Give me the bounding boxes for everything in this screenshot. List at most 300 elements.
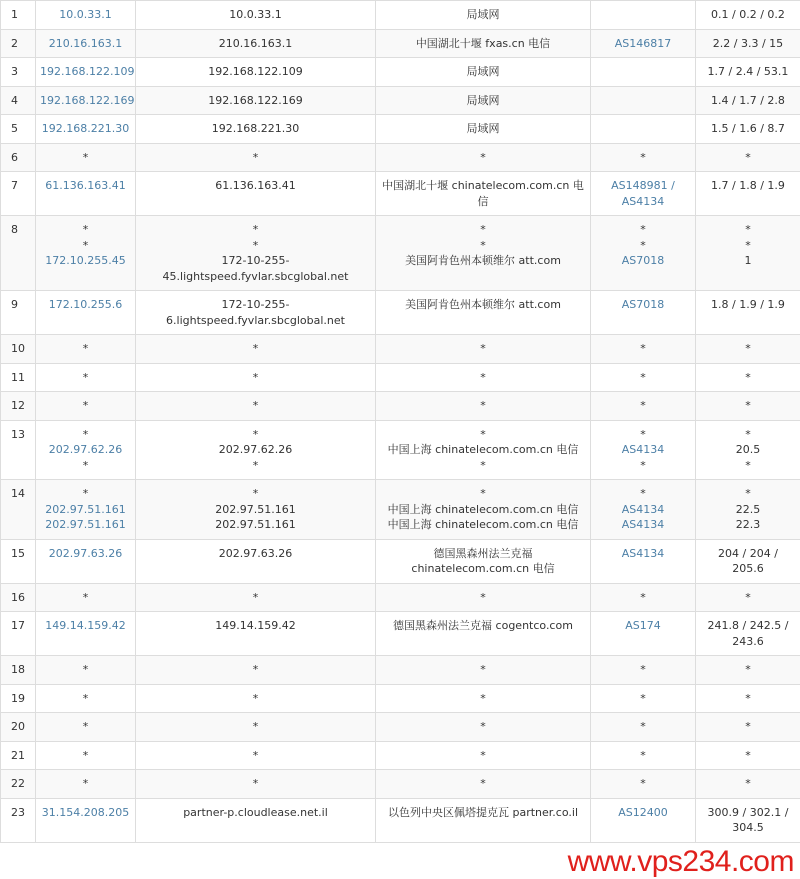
- hostname-cell-line: *: [140, 776, 371, 792]
- asn-cell: [591, 612, 696, 656]
- hostname-cell-line: *: [140, 398, 371, 414]
- hostname-cell: [136, 713, 376, 742]
- location-cell: [376, 143, 591, 172]
- ip-cell: [36, 656, 136, 685]
- location-cell: [376, 115, 591, 144]
- hostname-cell-line: *: [140, 238, 371, 254]
- asn-cell-line: *: [595, 427, 691, 443]
- asn-cell: [591, 291, 696, 335]
- ip-link[interactable]: 192.168.221.30: [40, 121, 131, 137]
- hop-number: 18: [1, 656, 36, 685]
- location-cell-line: *: [380, 398, 586, 414]
- hostname-cell: [136, 612, 376, 656]
- asn-cell-line: *: [595, 662, 691, 678]
- latency-cell: [696, 770, 800, 799]
- asn-cell-line: [595, 93, 691, 109]
- hostname-cell-line: *: [140, 691, 371, 707]
- asn-cell-line: *: [595, 776, 691, 792]
- ip-cell: [36, 583, 136, 612]
- latency-cell: [696, 392, 800, 421]
- asn-link[interactable]: AS7018: [595, 297, 691, 313]
- location-cell: [376, 741, 591, 770]
- asn-link[interactable]: AS4134: [595, 502, 691, 518]
- asn-cell-line: *: [595, 222, 691, 238]
- ip-cell-line: *: [40, 776, 131, 792]
- location-cell: [376, 583, 591, 612]
- hostname-cell-line: *: [140, 590, 371, 606]
- ip-cell-line: *: [40, 748, 131, 764]
- latency-cell: [696, 58, 800, 87]
- hostname-cell: [136, 1, 376, 30]
- hostname-cell-line: *: [140, 427, 371, 443]
- location-cell-line: *: [380, 719, 586, 735]
- ip-cell: [36, 216, 136, 291]
- hostname-cell-line: *: [140, 222, 371, 238]
- hop-number: 20: [1, 713, 36, 742]
- table-row: [1, 713, 800, 742]
- location-cell-line: 局域网: [380, 93, 586, 109]
- hostname-cell-line: *: [140, 486, 371, 502]
- latency-cell: [696, 143, 800, 172]
- latency-cell: [696, 539, 800, 583]
- asn-link[interactable]: AS12400: [595, 805, 691, 821]
- location-cell-line: *: [380, 662, 586, 678]
- ip-cell-line: *: [40, 341, 131, 357]
- hostname-cell-line: 192.168.122.109: [140, 64, 371, 80]
- ip-cell-line: *: [40, 238, 131, 254]
- latency-cell-line: 1.5 / 1.6 / 8.7: [700, 121, 796, 137]
- table-row: [1, 583, 800, 612]
- location-cell-line: *: [380, 370, 586, 386]
- ip-cell-line: *: [40, 222, 131, 238]
- hop-number: 16: [1, 583, 36, 612]
- location-cell-line: *: [380, 748, 586, 764]
- ip-link[interactable]: 192.168.122.109: [40, 64, 131, 80]
- latency-cell: [696, 480, 800, 540]
- latency-cell-line: *: [700, 150, 796, 166]
- ip-cell: [36, 741, 136, 770]
- asn-cell: [591, 1, 696, 30]
- hostname-cell-line: 210.16.163.1: [140, 36, 371, 52]
- ip-link[interactable]: 61.136.163.41: [40, 178, 131, 194]
- hostname-cell-line: 202.97.51.161: [140, 502, 371, 518]
- table-row: [1, 539, 800, 583]
- asn-link[interactable]: AS148981 /: [595, 178, 691, 194]
- ip-link[interactable]: 202.97.51.161: [40, 502, 131, 518]
- hop-number: 15: [1, 539, 36, 583]
- location-cell-line: *: [380, 458, 586, 474]
- hostname-cell: [136, 86, 376, 115]
- ip-link[interactable]: 149.14.159.42: [40, 618, 131, 634]
- table-row: [1, 216, 800, 291]
- ip-cell-line: *: [40, 486, 131, 502]
- hostname-cell-line: 149.14.159.42: [140, 618, 371, 634]
- location-cell-line: 美国阿肯色州本顿维尔 att.com: [380, 297, 586, 313]
- ip-link[interactable]: 31.154.208.205: [40, 805, 131, 821]
- ip-cell-line: *: [40, 590, 131, 606]
- ip-link[interactable]: 172.10.255.6: [40, 297, 131, 313]
- ip-cell-line: *: [40, 150, 131, 166]
- latency-cell: [696, 684, 800, 713]
- table-row: [1, 143, 800, 172]
- ip-cell: [36, 335, 136, 364]
- location-cell-line: *: [380, 691, 586, 707]
- table-row: [1, 291, 800, 335]
- location-cell-line: 中国湖北十堰 chinatelecom.com.cn 电: [380, 178, 586, 194]
- latency-cell-line: *: [700, 222, 796, 238]
- location-cell-line: 中国上海 chinatelecom.com.cn 电信: [380, 442, 586, 458]
- asn-cell-line: *: [595, 719, 691, 735]
- table-row: [1, 741, 800, 770]
- asn-cell-line: *: [595, 150, 691, 166]
- hop-number: 13: [1, 420, 36, 480]
- location-cell: [376, 392, 591, 421]
- latency-cell: [696, 216, 800, 291]
- location-cell-line: 中国湖北十堰 fxas.cn 电信: [380, 36, 586, 52]
- asn-cell: [591, 770, 696, 799]
- table-row: [1, 1, 800, 30]
- asn-cell: [591, 741, 696, 770]
- ip-link[interactable]: 192.168.122.169: [40, 93, 131, 109]
- latency-cell: [696, 172, 800, 216]
- hostname-cell-line: *: [140, 748, 371, 764]
- location-cell-line: 局域网: [380, 64, 586, 80]
- location-cell-line: 德国黑森州法兰克福: [380, 546, 586, 562]
- table-row: [1, 335, 800, 364]
- latency-cell: [696, 798, 800, 842]
- latency-cell-line: 22.5: [700, 502, 796, 518]
- latency-cell-line: *: [700, 486, 796, 502]
- location-cell: [376, 798, 591, 842]
- hostname-cell: [136, 216, 376, 291]
- table-row: [1, 392, 800, 421]
- asn-cell-line: *: [595, 341, 691, 357]
- latency-cell-line: 204 / 204 /: [700, 546, 796, 562]
- location-cell-line: *: [380, 238, 586, 254]
- location-cell-line: 信: [380, 194, 586, 210]
- ip-cell: [36, 86, 136, 115]
- latency-cell-line: 1: [700, 253, 796, 269]
- hostname-cell: [136, 656, 376, 685]
- asn-cell: [591, 583, 696, 612]
- location-cell: [376, 291, 591, 335]
- table-row: [1, 798, 800, 842]
- hostname-cell-line: 202.97.62.26: [140, 442, 371, 458]
- location-cell: [376, 86, 591, 115]
- ip-cell-line: *: [40, 662, 131, 678]
- latency-cell: [696, 713, 800, 742]
- hop-number: 2: [1, 29, 36, 58]
- hostname-cell: [136, 420, 376, 480]
- latency-cell-line: 241.8 / 242.5 /: [700, 618, 796, 634]
- latency-cell-line: *: [700, 662, 796, 678]
- ip-cell-line: *: [40, 458, 131, 474]
- location-cell-line: 局域网: [380, 121, 586, 137]
- hostname-cell-line: *: [140, 370, 371, 386]
- latency-cell-line: 20.5: [700, 442, 796, 458]
- ip-cell: [36, 392, 136, 421]
- location-cell-line: *: [380, 150, 586, 166]
- location-cell: [376, 612, 591, 656]
- table-row: [1, 363, 800, 392]
- asn-cell: [591, 798, 696, 842]
- location-cell-line: *: [380, 486, 586, 502]
- table-row: [1, 172, 800, 216]
- ip-cell: [36, 363, 136, 392]
- hop-number: 11: [1, 363, 36, 392]
- asn-cell: [591, 172, 696, 216]
- ip-cell: [36, 480, 136, 540]
- latency-cell: [696, 741, 800, 770]
- asn-cell-line: *: [595, 458, 691, 474]
- ip-cell: [36, 420, 136, 480]
- ip-link[interactable]: 210.16.163.1: [40, 36, 131, 52]
- hostname-cell: [136, 770, 376, 799]
- hostname-cell: [136, 392, 376, 421]
- latency-cell-line: 0.1 / 0.2 / 0.2: [700, 7, 796, 23]
- latency-cell-line: *: [700, 776, 796, 792]
- table-row: [1, 656, 800, 685]
- ip-cell: [36, 58, 136, 87]
- ip-cell-line: *: [40, 691, 131, 707]
- asn-cell: [591, 29, 696, 58]
- asn-cell-line: *: [595, 748, 691, 764]
- asn-cell-line: *: [595, 238, 691, 254]
- ip-cell: [36, 143, 136, 172]
- hostname-cell-line: 202.97.63.26: [140, 546, 371, 562]
- asn-cell: [591, 363, 696, 392]
- ip-cell-line: *: [40, 719, 131, 735]
- hostname-cell-line: 202.97.51.161: [140, 517, 371, 533]
- location-cell: [376, 420, 591, 480]
- ip-cell: [36, 612, 136, 656]
- asn-cell: [591, 216, 696, 291]
- location-cell: [376, 58, 591, 87]
- asn-link[interactable]: AS4134: [595, 194, 691, 210]
- location-cell: [376, 1, 591, 30]
- hostname-cell-line: *: [140, 719, 371, 735]
- latency-cell: [696, 612, 800, 656]
- hop-number: 23: [1, 798, 36, 842]
- asn-link[interactable]: AS7018: [595, 253, 691, 269]
- table-row: [1, 684, 800, 713]
- latency-cell: [696, 115, 800, 144]
- ip-cell: [36, 29, 136, 58]
- latency-cell-line: *: [700, 370, 796, 386]
- table-row: [1, 480, 800, 540]
- hostname-cell: [136, 172, 376, 216]
- location-cell: [376, 480, 591, 540]
- location-cell: [376, 172, 591, 216]
- location-cell-line: 美国阿肯色州本顿维尔 att.com: [380, 253, 586, 269]
- latency-cell: [696, 291, 800, 335]
- asn-cell: [591, 392, 696, 421]
- hostname-cell: [136, 335, 376, 364]
- hop-number: 9: [1, 291, 36, 335]
- ip-link[interactable]: 172.10.255.45: [40, 253, 131, 269]
- ip-cell: [36, 713, 136, 742]
- location-cell: [376, 216, 591, 291]
- ip-link[interactable]: 202.97.51.161: [40, 517, 131, 533]
- latency-cell-line: *: [700, 458, 796, 474]
- hostname-cell: [136, 115, 376, 144]
- location-cell-line: *: [380, 341, 586, 357]
- latency-cell-line: 1.4 / 1.7 / 2.8: [700, 93, 796, 109]
- ip-link[interactable]: 10.0.33.1: [40, 7, 131, 23]
- hostname-cell-line: 172-10-255-: [140, 297, 371, 313]
- latency-cell: [696, 1, 800, 30]
- asn-cell-line: *: [595, 398, 691, 414]
- ip-link[interactable]: 202.97.62.26: [40, 442, 131, 458]
- ip-link[interactable]: 202.97.63.26: [40, 546, 131, 562]
- hostname-cell-line: *: [140, 341, 371, 357]
- asn-cell-line: *: [595, 370, 691, 386]
- latency-cell: [696, 583, 800, 612]
- asn-cell: [591, 684, 696, 713]
- hop-number: 3: [1, 58, 36, 87]
- hop-number: 5: [1, 115, 36, 144]
- asn-cell-line: *: [595, 691, 691, 707]
- hop-number: 17: [1, 612, 36, 656]
- ip-cell: [36, 115, 136, 144]
- asn-cell-line: *: [595, 486, 691, 502]
- location-cell-line: chinatelecom.com.cn 电信: [380, 561, 586, 577]
- watermark: www.vps234.com: [0, 843, 800, 879]
- ip-cell: [36, 798, 136, 842]
- latency-cell: [696, 335, 800, 364]
- latency-cell-line: *: [700, 691, 796, 707]
- hop-number: 19: [1, 684, 36, 713]
- hostname-cell-line: 10.0.33.1: [140, 7, 371, 23]
- location-cell: [376, 363, 591, 392]
- hostname-cell-line: 192.168.122.169: [140, 93, 371, 109]
- asn-cell: [591, 539, 696, 583]
- ip-cell-line: *: [40, 427, 131, 443]
- asn-cell: [591, 420, 696, 480]
- latency-cell-line: *: [700, 398, 796, 414]
- table-row: [1, 612, 800, 656]
- location-cell-line: 以色列中央区佩塔提克瓦 partner.co.il: [380, 805, 586, 821]
- hop-number: 12: [1, 392, 36, 421]
- hop-number: 14: [1, 480, 36, 540]
- ip-cell-line: *: [40, 370, 131, 386]
- ip-cell: [36, 770, 136, 799]
- asn-cell: [591, 115, 696, 144]
- location-cell-line: 德国黑森州法兰克福 cogentco.com: [380, 618, 586, 634]
- hop-number: 8: [1, 216, 36, 291]
- hostname-cell-line: partner-p.cloudlease.net.il: [140, 805, 371, 821]
- latency-cell-line: *: [700, 719, 796, 735]
- asn-cell-line: [595, 121, 691, 137]
- asn-link[interactable]: AS4134: [595, 546, 691, 562]
- latency-cell: [696, 86, 800, 115]
- latency-cell-line: 243.6: [700, 634, 796, 650]
- latency-cell-line: 1.7 / 2.4 / 53.1: [700, 64, 796, 80]
- hostname-cell: [136, 480, 376, 540]
- table-row: [1, 115, 800, 144]
- location-cell: [376, 713, 591, 742]
- hostname-cell: [136, 798, 376, 842]
- asn-cell: [591, 58, 696, 87]
- location-cell: [376, 656, 591, 685]
- location-cell: [376, 770, 591, 799]
- latency-cell: [696, 363, 800, 392]
- hop-number: 21: [1, 741, 36, 770]
- hop-number: 7: [1, 172, 36, 216]
- ip-cell-line: *: [40, 398, 131, 414]
- location-cell-line: 中国上海 chinatelecom.com.cn 电信: [380, 517, 586, 533]
- latency-cell-line: *: [700, 748, 796, 764]
- ip-cell: [36, 172, 136, 216]
- hostname-cell-line: *: [140, 662, 371, 678]
- hop-number: 10: [1, 335, 36, 364]
- asn-cell: [591, 335, 696, 364]
- latency-cell: [696, 420, 800, 480]
- ip-cell: [36, 291, 136, 335]
- latency-cell: [696, 29, 800, 58]
- hostname-cell-line: *: [140, 458, 371, 474]
- latency-cell-line: *: [700, 238, 796, 254]
- hop-number: 6: [1, 143, 36, 172]
- table-row: [1, 770, 800, 799]
- asn-cell-line: [595, 7, 691, 23]
- location-cell: [376, 539, 591, 583]
- asn-cell: [591, 143, 696, 172]
- asn-cell: [591, 713, 696, 742]
- table-row: [1, 29, 800, 58]
- ip-cell: [36, 684, 136, 713]
- hostname-cell-line: *: [140, 150, 371, 166]
- location-cell-line: *: [380, 427, 586, 443]
- ip-cell: [36, 539, 136, 583]
- latency-cell-line: 304.5: [700, 820, 796, 836]
- hop-number: 4: [1, 86, 36, 115]
- hostname-cell: [136, 684, 376, 713]
- asn-link[interactable]: AS146817: [595, 36, 691, 52]
- hostname-cell: [136, 143, 376, 172]
- hostname-cell-line: 61.136.163.41: [140, 178, 371, 194]
- asn-cell-line: [595, 64, 691, 80]
- hostname-cell: [136, 29, 376, 58]
- asn-cell-line: *: [595, 590, 691, 606]
- hostname-cell: [136, 583, 376, 612]
- latency-cell: [696, 656, 800, 685]
- location-cell: [376, 684, 591, 713]
- latency-cell-line: *: [700, 427, 796, 443]
- asn-cell: [591, 656, 696, 685]
- latency-cell-line: *: [700, 341, 796, 357]
- hostname-cell-line: 192.168.221.30: [140, 121, 371, 137]
- asn-link[interactable]: AS174: [595, 618, 691, 634]
- hostname-cell-line: 172-10-255-: [140, 253, 371, 269]
- latency-cell-line: 2.2 / 3.3 / 15: [700, 36, 796, 52]
- asn-link[interactable]: AS4134: [595, 442, 691, 458]
- asn-cell: [591, 480, 696, 540]
- table-row: [1, 420, 800, 480]
- latency-cell-line: 1.8 / 1.9 / 1.9: [700, 297, 796, 313]
- location-cell-line: 局域网: [380, 7, 586, 23]
- latency-cell-line: 205.6: [700, 561, 796, 577]
- hop-number: 22: [1, 770, 36, 799]
- hostname-cell: [136, 58, 376, 87]
- latency-cell-line: 22.3: [700, 517, 796, 533]
- location-cell-line: *: [380, 590, 586, 606]
- asn-link[interactable]: AS4134: [595, 517, 691, 533]
- latency-cell-line: 300.9 / 302.1 /: [700, 805, 796, 821]
- hostname-cell-line: 6.lightspeed.fyvlar.sbcglobal.net: [140, 313, 371, 329]
- location-cell: [376, 335, 591, 364]
- location-cell: [376, 29, 591, 58]
